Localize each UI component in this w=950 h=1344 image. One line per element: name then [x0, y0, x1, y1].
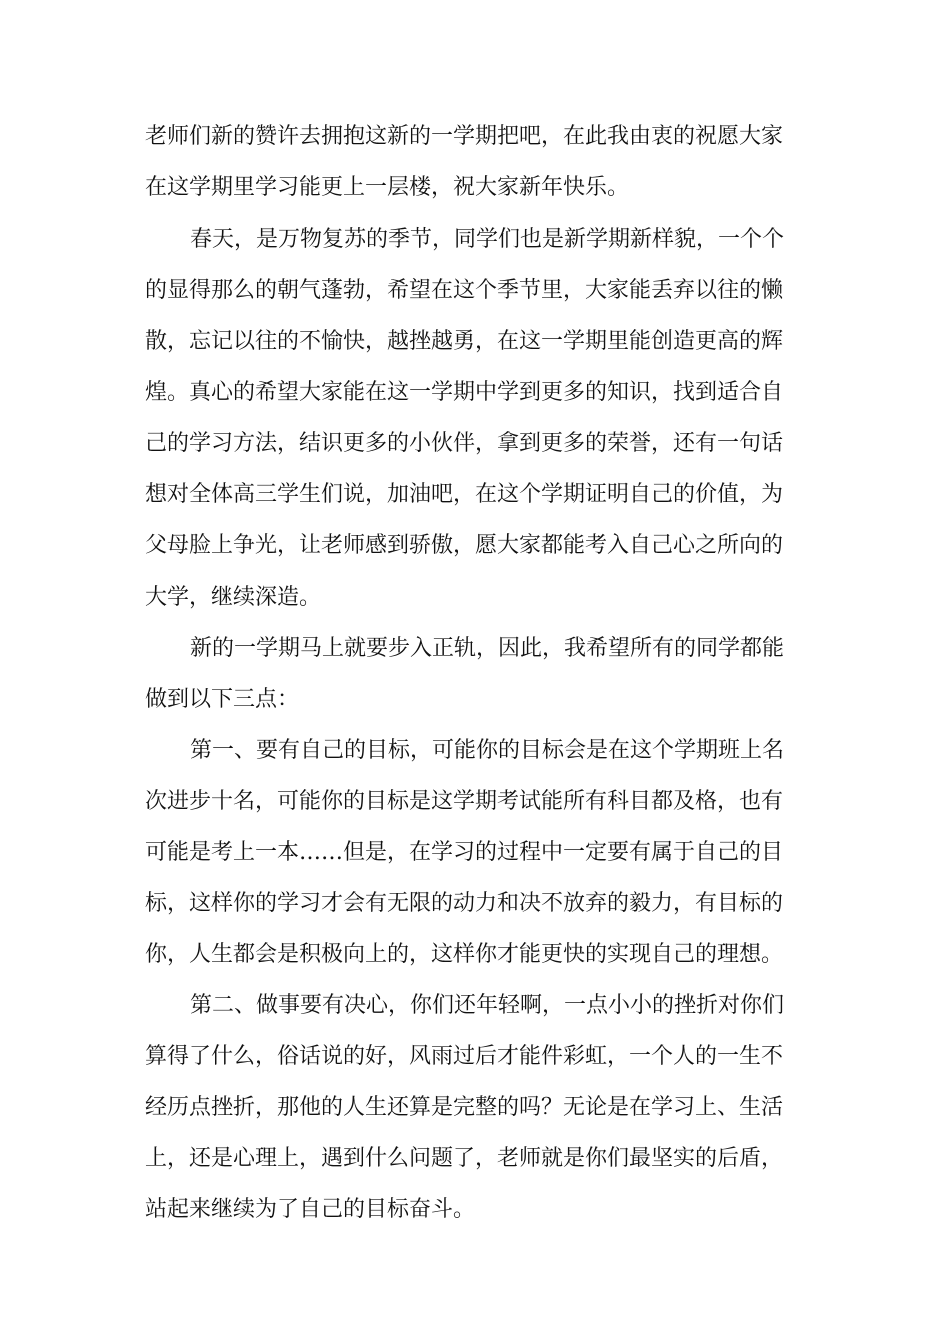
text-line: 可能是考上一本……但是，在学习的过程中一定要有属于自己的目 [145, 840, 784, 865]
text-line: 你，人生都会是积极向上的，这样你才能更快的实现自己的理想。 [145, 942, 784, 967]
text-line: 次进步十名，可能你的目标是这学期考试能所有科目都及格，也有 [145, 789, 784, 814]
text-line: 散，忘记以往的不愉快，越挫越勇，在这一学期里能创造更高的辉 [145, 329, 784, 354]
text-line: 在这学期里学习能更上一层楼，祝大家新年快乐。 [145, 175, 630, 200]
text-line: 标，这样你的学习才会有无限的动力和决不放弃的毅力，有目标的 [145, 891, 784, 916]
text-line: 煌。真心的希望大家能在这一学期中学到更多的知识，找到适合自 [145, 380, 784, 405]
text-line: 站起来继续为了自己的目标奋斗。 [145, 1197, 476, 1222]
text-line: 大学，继续深造。 [145, 585, 322, 610]
paragraph-first-line: 第一、要有自己的目标，可能你的目标会是在这个学期班上名 [190, 738, 785, 763]
text-line: 经历点挫折，那他的人生还算是完整的吗？无论是在学习上、生活 [145, 1095, 784, 1120]
paragraph-first-line: 春天，是万物复苏的季节，同学们也是新学期新样貌，一个个 [190, 227, 785, 252]
text-line: 己的学习方法，结识更多的小伙伴，拿到更多的荣誉，还有一句话 [145, 431, 784, 456]
paragraph-first-line: 第二、做事要有决心，你们还年轻啊，一点小小的挫折对你们 [190, 993, 785, 1018]
text-line: 父母脸上争光，让老师感到骄傲，愿大家都能考入自己心之所向的 [145, 533, 784, 558]
text-line: 想对全体高三学生们说，加油吧，在这个学期证明自己的价值，为 [145, 482, 784, 507]
text-line: 上，还是心理上，遇到什么问题了，老师就是你们最坚实的后盾， [145, 1146, 784, 1171]
text-line: 算得了什么，俗话说的好，风雨过后才能件彩虹，一个人的一生不 [145, 1044, 784, 1069]
text-line: 的显得那么的朝气蓬勃，希望在这个季节里，大家能丢弃以往的懒 [145, 278, 784, 303]
text-line: 老师们新的赞许去拥抱这新的一学期把吧，在此我由衷的祝愿大家 [145, 124, 784, 149]
paragraph-first-line: 新的一学期马上就要步入正轨，因此，我希望所有的同学都能 [190, 636, 785, 661]
text-line: 做到以下三点： [145, 687, 300, 712]
